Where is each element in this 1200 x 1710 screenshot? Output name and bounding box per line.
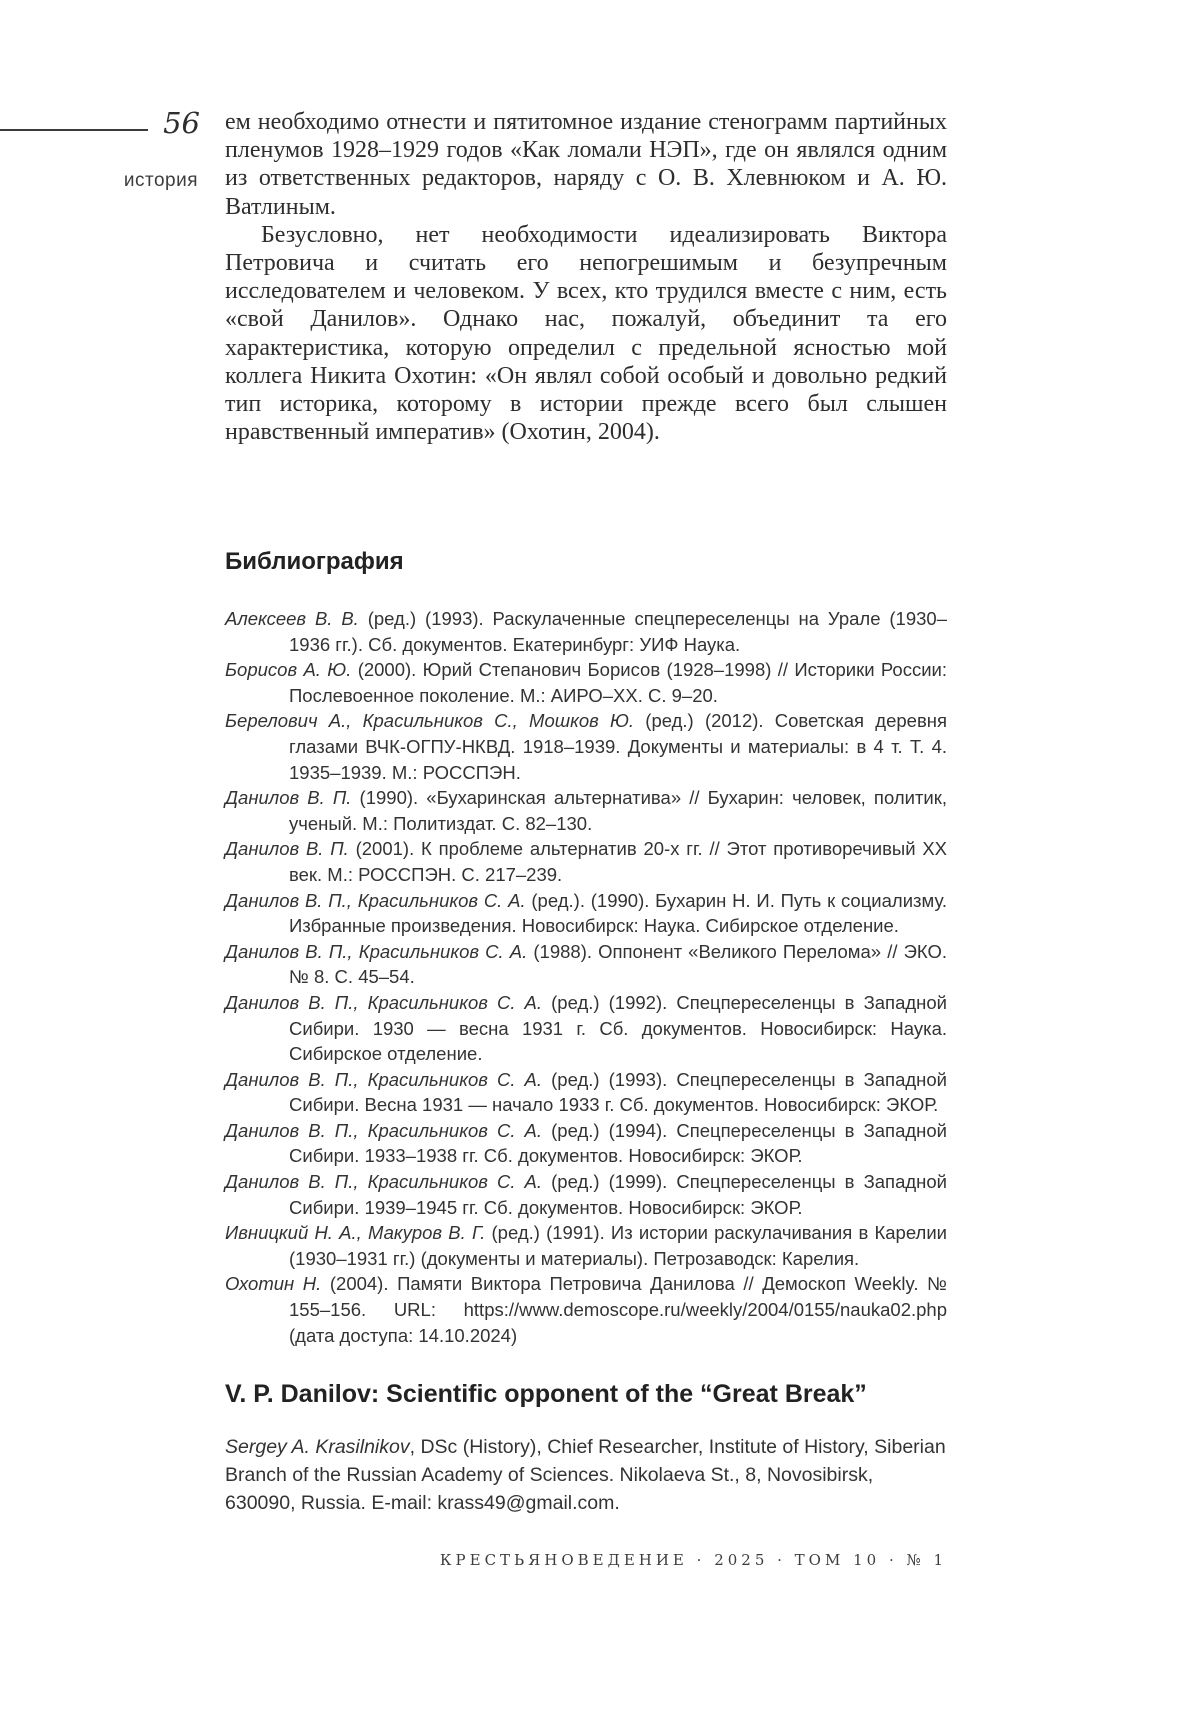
bib-entry-text: (ред.) (1991). Из истории раскулачивания в Карелии (1930–1931 гг.) (документы и материалы). Петрозаводск: Карелия. [289,1222,947,1269]
bib-entry-authors: Ивницкий Н. А., Макуров В. Г. [225,1222,486,1244]
author-name: Sergey A. Krasilnikov [225,1436,410,1458]
bib-entry [225,657,947,708]
bib-entry-text: (ред.) (2012). Советская деревня глазами ВЧК-ОГПУ-НКВД. 1918–1939. Документы и материалы: в 4 т. Т. 4. 1935–1939. М.: РОССПЭН. [289,710,948,783]
bib-entry-authors: Данилов В. П., Красильников С. А. [225,991,543,1013]
body-paragraph: Безусловно, нет необходимости идеализировать Виктора Петровича и считать его непогрешимым и безупречным исследователем и человеком. У всех, кто трудился вместе с ним, есть «свой Данилов». Однако нас, пожалуй, объединит та его характеристика, которую определил с предельной ясностью мой коллега Никита Охотин: «Он являл собой особый и довольно редкий тип историка, которому в истории прежде всего был слышен нравственный императив» (Охотин, 2004). [225,221,947,446]
bib-entry [225,888,947,939]
bib-entry [225,990,947,1067]
bib-entry-authors: Данилов В. П., Красильников С. А. [225,889,526,911]
bib-entry [225,939,947,990]
english-title: V. P. Danilov: Scientific opponent of the “Great Break” [225,1380,867,1408]
bib-entry-text: (2001). К проблеме альтернатив 20-х гг. // Этот противоречивый ХХ век. М.: РОССПЭН. С. 217–239. [289,838,948,885]
body-paragraph: ем необходимо отнести и пятитомное издание стенограмм партийных пленумов 1928–1929 годов «Как ломали НЭП», где он являлся одним из ответственных редакторов, наряду с О. В. Хлевнюком и А. Ю. Ватлиным. [225,109,947,220]
page-number: 56 [163,106,200,140]
bib-entry-text: (1988). Оппонент «Великого Перелома» // ЭКО. № 8. С. 45–54. [289,940,947,988]
bib-entry [225,1220,947,1271]
bib-entry-text: (ред.) (1994). Спецпереселенцы в Западной Сибири. 1933–1938 гг. Сб. документов. Новосибирск: ЭКОР. [289,1119,947,1167]
bib-entry [225,1271,947,1348]
author-details: , DSc (History), Chief Researcher, Institute of History, Siberian Branch of the Russian Academy of Sciences. Nikolaeva St., 8, Novosibirsk, 630090, Russia. E-mail: krass49@gmail.com. [225,1436,946,1514]
bib-entry [225,785,947,836]
bib-entry-authors: Борисов А. Ю. [225,659,352,681]
bib-entry-authors: Данилов В. П., Красильников С. А. [225,1068,543,1090]
bib-entry-text: (ред.) (1992). Спецпереселенцы в Западной Сибири. 1930 — весна 1931 г. Сб. документов. Новосибирск: Наука. Сибирское отделение. [289,991,947,1065]
english-section [225,1380,947,1517]
bib-entry [225,708,947,785]
bibliography-section [225,548,947,1348]
main-text [225,108,947,446]
bib-entry-authors: Данилов В. П., Красильников С. А. [225,1171,543,1193]
bib-entry-text: (ред.). (1990). Бухарин Н. И. Путь к социализму. Избранные произведения. Новосибирск: Наука. Сибирское отделение. [289,889,948,937]
bib-entry-text: (ред.) (1999). Спецпереселенцы в Западной Сибири. 1939–1945 гг. Сб. документов. Новосибирск: ЭКОР. [289,1171,947,1218]
bib-entry [225,1118,947,1169]
bib-entry [225,836,947,887]
bib-entry-authors: Данилов В. П. [225,838,349,860]
bibliography-list [225,606,947,1348]
bib-entry [225,1067,947,1118]
bib-entry-authors: Охотин Н. [225,1273,322,1295]
bib-entry-text: (2004). Памяти Виктора Петровича Данилова // Демоскоп Weekly. № 155–156. URL: https://www.demoscope.ru/weekly/2004/0155/nauka02.php (дата доступа: 14.10.2024) [289,1273,947,1346]
bibliography-heading: Библиография [225,548,404,575]
bib-entry-text: (ред.) (1993). Спецпереселенцы в Западной Сибири. Весна 1931 — начало 1933 г. Сб. документов. Новосибирск: ЭКОР. [289,1068,947,1116]
bib-entry-text: (ред.) (1993). Раскулаченные спецпереселенцы на Урале (1930–1936 гг.). Сб. документов. Екатеринбург: УИФ Наука. [289,608,948,655]
author-info [225,1433,947,1517]
bib-entry-authors: Данилов В. П., Красильников С. А. [225,940,528,962]
bib-entry-authors: Алексеев В. В. [225,608,359,629]
bib-entry-text: (2000). Юрий Степанович Борисов (1928–1998) // Историки России: Послевоенное поколение. М.: АИРО–ХХ. С. 9–20. [289,659,948,706]
bib-entry [225,1169,947,1220]
bib-entry-text: (1990). «Бухаринская альтернатива» // Бухарин: человек, политик, ученый. М.: Политиздат. С. 82–130. [289,787,948,834]
bib-entry-authors: Данилов В. П. [225,787,352,809]
bib-entry-authors: Данилов В. П., Красильников С. А. [225,1119,543,1141]
journal-footer: КРЕСТЬЯНОВЕДЕНИЕ · 2025 · ТОМ 10 · № 1 [439,1551,947,1569]
bib-entry-authors: Берелович А., Красильников С., Мошков Ю. [225,710,635,732]
section-label: история [123,170,198,191]
bib-entry [225,606,947,657]
